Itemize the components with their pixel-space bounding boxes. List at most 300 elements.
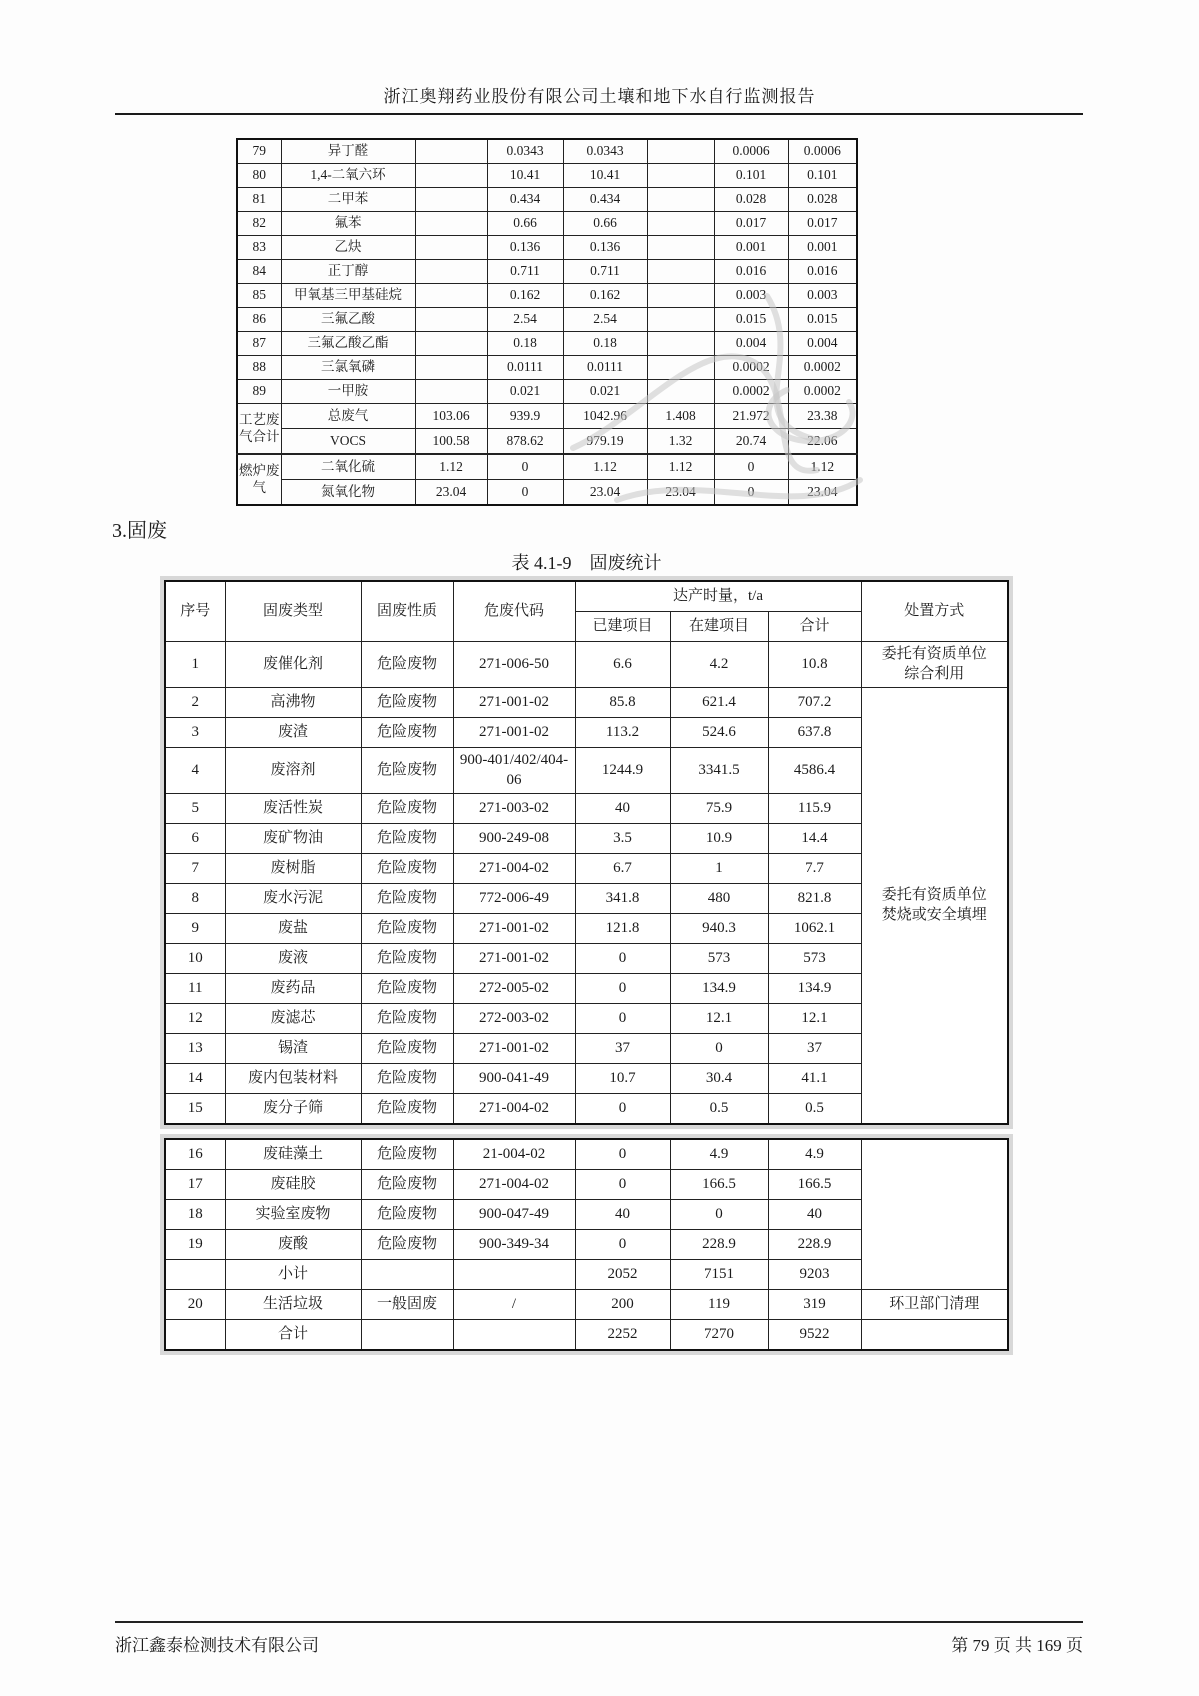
waste-type: 废硅藻土 — [225, 1139, 361, 1170]
serial-number: 15 — [165, 1094, 225, 1125]
row-number: 89 — [237, 380, 281, 404]
waste-nature: 危险废物 — [361, 824, 453, 854]
solid-waste-table-block2 — [164, 1138, 1009, 1351]
value-cell: 23.04 — [563, 480, 647, 506]
waste-nature — [361, 1260, 453, 1290]
waste-code: 272-003-02 — [453, 1004, 575, 1034]
value-cell — [647, 260, 714, 284]
value-cell: 22.06 — [788, 429, 857, 455]
value-cell: 0.136 — [487, 236, 563, 260]
pollutant-name: 三氟乙酸乙酯 — [281, 332, 415, 356]
under-construction-value: 4.9 — [670, 1139, 768, 1170]
value-cell: 979.19 — [563, 429, 647, 455]
built-project-value: 200 — [575, 1290, 670, 1320]
footer-company: 浙江鑫泰检测技术有限公司 — [115, 1636, 319, 1655]
col-header-waste-code: 危废代码 — [453, 581, 575, 642]
value-cell: 1.12 — [415, 454, 487, 480]
value-cell — [415, 332, 487, 356]
waste-gas-row — [237, 380, 857, 404]
value-cell — [415, 236, 487, 260]
solid-waste-row — [165, 1320, 1008, 1351]
waste-gas-summary-row — [237, 404, 857, 429]
value-cell — [415, 188, 487, 212]
pollutant-name: 氮氧化物 — [281, 480, 415, 506]
waste-code: 272-005-02 — [453, 974, 575, 1004]
disposal-method — [861, 1139, 1008, 1290]
solid-waste-header-row-1 — [165, 581, 1008, 612]
under-construction-value: 0.5 — [670, 1094, 768, 1125]
value-cell: 0.003 — [788, 284, 857, 308]
value-cell — [415, 308, 487, 332]
under-construction-value: 4.2 — [670, 642, 768, 688]
row-number: 83 — [237, 236, 281, 260]
under-construction-value: 7151 — [670, 1260, 768, 1290]
value-cell: 0.015 — [788, 308, 857, 332]
waste-type: 废矿物油 — [225, 824, 361, 854]
section-heading: 3.固废 — [112, 520, 167, 542]
pollutant-name: 一甲胺 — [281, 380, 415, 404]
value-cell: 0.004 — [714, 332, 788, 356]
solid-waste-table-title: 表 4.1-9 固废统计 — [511, 553, 662, 573]
value-cell: 0.101 — [788, 164, 857, 188]
waste-code: 271-004-02 — [453, 1094, 575, 1125]
waste-type: 合计 — [225, 1320, 361, 1351]
pollutant-name: 甲氧基三甲基硅烷 — [281, 284, 415, 308]
serial-number — [165, 1320, 225, 1351]
total-value: 573 — [768, 944, 861, 974]
col-header-total: 合计 — [768, 612, 861, 642]
waste-nature: 危险废物 — [361, 1230, 453, 1260]
total-value: 707.2 — [768, 688, 861, 718]
value-cell: 878.62 — [487, 429, 563, 455]
page-footer — [115, 1631, 1083, 1656]
value-cell — [647, 284, 714, 308]
waste-type: 废溶剂 — [225, 748, 361, 794]
col-header-disposal: 处置方式 — [861, 581, 1008, 642]
waste-gas-summary-row — [237, 480, 857, 506]
value-cell — [415, 139, 487, 164]
serial-number: 19 — [165, 1230, 225, 1260]
col-header-serial: 序号 — [165, 581, 225, 642]
under-construction-value: 228.9 — [670, 1230, 768, 1260]
value-cell — [415, 380, 487, 404]
waste-type: 废盐 — [225, 914, 361, 944]
value-cell: 0.0111 — [487, 356, 563, 380]
total-value: 40 — [768, 1200, 861, 1230]
total-value: 0.5 — [768, 1094, 861, 1125]
waste-code: 900-401/402/404-06 — [453, 748, 575, 794]
value-cell — [415, 284, 487, 308]
value-cell: 1.12 — [563, 454, 647, 480]
serial-number: 12 — [165, 1004, 225, 1034]
value-cell: 0.0002 — [714, 356, 788, 380]
waste-nature: 危险废物 — [361, 1170, 453, 1200]
under-construction-value: 0 — [670, 1200, 768, 1230]
row-number: 86 — [237, 308, 281, 332]
col-header-waste-type: 固废类型 — [225, 581, 361, 642]
total-value: 1062.1 — [768, 914, 861, 944]
pollutant-name: 1,4-二氧六环 — [281, 164, 415, 188]
value-cell: 0.015 — [714, 308, 788, 332]
total-value: 4.9 — [768, 1139, 861, 1170]
value-cell: 0.021 — [487, 380, 563, 404]
value-cell: 0.028 — [714, 188, 788, 212]
waste-nature: 危险废物 — [361, 688, 453, 718]
waste-gas-table — [236, 138, 858, 506]
built-project-value: 0 — [575, 1004, 670, 1034]
waste-type: 废活性炭 — [225, 794, 361, 824]
total-value: 10.8 — [768, 642, 861, 688]
row-number: 81 — [237, 188, 281, 212]
value-cell — [647, 236, 714, 260]
built-project-value: 40 — [575, 1200, 670, 1230]
group-label: 燃炉废气 — [237, 454, 281, 505]
solid-waste-row — [165, 1139, 1008, 1170]
waste-nature: 危险废物 — [361, 944, 453, 974]
waste-nature: 危险废物 — [361, 854, 453, 884]
waste-code: 900-349-34 — [453, 1230, 575, 1260]
total-value: 7.7 — [768, 854, 861, 884]
value-cell: 0.016 — [714, 260, 788, 284]
serial-number — [165, 1260, 225, 1290]
total-value: 319 — [768, 1290, 861, 1320]
built-project-value: 0 — [575, 974, 670, 1004]
built-project-value: 0 — [575, 1139, 670, 1170]
under-construction-value: 166.5 — [670, 1170, 768, 1200]
under-construction-value: 75.9 — [670, 794, 768, 824]
row-number: 79 — [237, 139, 281, 164]
built-project-value: 37 — [575, 1034, 670, 1064]
value-cell: 1.12 — [647, 454, 714, 480]
pollutant-name: 乙炔 — [281, 236, 415, 260]
value-cell — [647, 356, 714, 380]
waste-gas-row — [237, 308, 857, 332]
value-cell: 0.18 — [487, 332, 563, 356]
value-cell: 0.017 — [714, 212, 788, 236]
pollutant-name: 二甲苯 — [281, 188, 415, 212]
footer-rule — [115, 1621, 1083, 1623]
built-project-value: 113.2 — [575, 718, 670, 748]
disposal-method: 委托有资质单位综合利用 — [861, 642, 1008, 688]
value-cell: 0.66 — [487, 212, 563, 236]
value-cell: 0.0006 — [788, 139, 857, 164]
waste-type: 废催化剂 — [225, 642, 361, 688]
pollutant-name: 总废气 — [281, 404, 415, 429]
header-rule — [115, 113, 1083, 115]
waste-nature: 危险废物 — [361, 884, 453, 914]
waste-type: 废树脂 — [225, 854, 361, 884]
value-cell: 0 — [487, 480, 563, 506]
waste-type: 废药品 — [225, 974, 361, 1004]
value-cell: 0.016 — [788, 260, 857, 284]
value-cell: 0 — [714, 454, 788, 480]
row-number: 85 — [237, 284, 281, 308]
row-number: 80 — [237, 164, 281, 188]
pollutant-name: 二氧化硫 — [281, 454, 415, 480]
under-construction-value: 12.1 — [670, 1004, 768, 1034]
waste-nature: 危险废物 — [361, 748, 453, 794]
waste-type: 废酸 — [225, 1230, 361, 1260]
value-cell — [647, 212, 714, 236]
value-cell — [415, 212, 487, 236]
waste-gas-row — [237, 332, 857, 356]
value-cell: 100.58 — [415, 429, 487, 455]
built-project-value: 0 — [575, 1094, 670, 1125]
value-cell: 1.12 — [788, 454, 857, 480]
value-cell: 0.0111 — [563, 356, 647, 380]
waste-gas-row — [237, 260, 857, 284]
value-cell: 0.434 — [487, 188, 563, 212]
waste-code: 271-006-50 — [453, 642, 575, 688]
serial-number: 10 — [165, 944, 225, 974]
serial-number: 4 — [165, 748, 225, 794]
serial-number: 16 — [165, 1139, 225, 1170]
col-header-waste-nature: 固废性质 — [361, 581, 453, 642]
total-value: 41.1 — [768, 1064, 861, 1094]
built-project-value: 3.5 — [575, 824, 670, 854]
built-project-value: 0 — [575, 1230, 670, 1260]
waste-code: 271-003-02 — [453, 794, 575, 824]
built-project-value: 0 — [575, 1170, 670, 1200]
waste-gas-row — [237, 188, 857, 212]
value-cell: 23.38 — [788, 404, 857, 429]
waste-type: 废液 — [225, 944, 361, 974]
value-cell: 23.04 — [415, 480, 487, 506]
value-cell: 1042.96 — [563, 404, 647, 429]
serial-number: 20 — [165, 1290, 225, 1320]
waste-code: 21-004-02 — [453, 1139, 575, 1170]
solid-waste-row — [165, 688, 1008, 718]
value-cell — [647, 380, 714, 404]
under-construction-value: 940.3 — [670, 914, 768, 944]
built-project-value: 85.8 — [575, 688, 670, 718]
waste-nature: 危险废物 — [361, 794, 453, 824]
value-cell: 0.66 — [563, 212, 647, 236]
value-cell: 1.32 — [647, 429, 714, 455]
under-construction-value: 1 — [670, 854, 768, 884]
under-construction-value: 119 — [670, 1290, 768, 1320]
serial-number: 6 — [165, 824, 225, 854]
row-number: 82 — [237, 212, 281, 236]
pollutant-name: 异丁醛 — [281, 139, 415, 164]
serial-number: 14 — [165, 1064, 225, 1094]
serial-number: 18 — [165, 1200, 225, 1230]
value-cell: 2.54 — [563, 308, 647, 332]
built-project-value: 40 — [575, 794, 670, 824]
solid-waste-row — [165, 1290, 1008, 1320]
value-cell: 10.41 — [487, 164, 563, 188]
value-cell: 0.162 — [487, 284, 563, 308]
waste-gas-row — [237, 356, 857, 380]
value-cell: 0.0343 — [487, 139, 563, 164]
serial-number: 5 — [165, 794, 225, 824]
disposal-method — [861, 1320, 1008, 1351]
serial-number: 8 — [165, 884, 225, 914]
value-cell: 2.54 — [487, 308, 563, 332]
waste-type: 实验室废物 — [225, 1200, 361, 1230]
value-cell: 0 — [714, 480, 788, 506]
disposal-method: 环卫部门清理 — [861, 1290, 1008, 1320]
waste-code: 271-001-02 — [453, 914, 575, 944]
serial-number: 2 — [165, 688, 225, 718]
total-value: 637.8 — [768, 718, 861, 748]
value-cell — [415, 164, 487, 188]
solid-waste-table-block1 — [164, 580, 1009, 1125]
waste-code: 271-001-02 — [453, 944, 575, 974]
built-project-value: 341.8 — [575, 884, 670, 914]
value-cell — [647, 188, 714, 212]
waste-type: 废内包装材料 — [225, 1064, 361, 1094]
value-cell: 23.04 — [788, 480, 857, 506]
col-header-built: 已建项目 — [575, 612, 670, 642]
pollutant-name: VOCS — [281, 429, 415, 455]
waste-type: 小计 — [225, 1260, 361, 1290]
waste-nature: 危险废物 — [361, 914, 453, 944]
waste-code — [453, 1320, 575, 1351]
total-value: 166.5 — [768, 1170, 861, 1200]
total-value: 9203 — [768, 1260, 861, 1290]
col-header-under-construction: 在建项目 — [670, 612, 768, 642]
serial-number: 11 — [165, 974, 225, 1004]
waste-gas-row — [237, 284, 857, 308]
total-value: 9522 — [768, 1320, 861, 1351]
waste-nature: 危险废物 — [361, 974, 453, 1004]
solid-waste-row — [165, 642, 1008, 688]
waste-nature: 危险废物 — [361, 1064, 453, 1094]
total-value: 12.1 — [768, 1004, 861, 1034]
waste-nature: 危险废物 — [361, 1004, 453, 1034]
waste-code: 772-006-49 — [453, 884, 575, 914]
waste-gas-row — [237, 164, 857, 188]
under-construction-value: 7270 — [670, 1320, 768, 1351]
waste-type: 废水污泥 — [225, 884, 361, 914]
waste-nature: 危险废物 — [361, 642, 453, 688]
built-project-value: 6.7 — [575, 854, 670, 884]
serial-number: 9 — [165, 914, 225, 944]
value-cell: 0.162 — [563, 284, 647, 308]
under-construction-value: 621.4 — [670, 688, 768, 718]
serial-number: 1 — [165, 642, 225, 688]
value-cell — [647, 164, 714, 188]
value-cell: 0.004 — [788, 332, 857, 356]
waste-nature: 危险废物 — [361, 1094, 453, 1125]
waste-nature: 危险废物 — [361, 1200, 453, 1230]
waste-code: 271-001-02 — [453, 688, 575, 718]
waste-type: 生活垃圾 — [225, 1290, 361, 1320]
total-value: 134.9 — [768, 974, 861, 1004]
value-cell: 0.0002 — [714, 380, 788, 404]
total-value: 37 — [768, 1034, 861, 1064]
total-value: 228.9 — [768, 1230, 861, 1260]
waste-code: 271-001-02 — [453, 1034, 575, 1064]
waste-nature: 一般固废 — [361, 1290, 453, 1320]
disposal-method: 委托有资质单位焚烧或安全填埋 — [861, 688, 1008, 1125]
solid-waste-table-block2-frame — [160, 1134, 1013, 1355]
value-cell: 939.9 — [487, 404, 563, 429]
waste-code: 900-047-49 — [453, 1200, 575, 1230]
waste-code: 271-001-02 — [453, 718, 575, 748]
value-cell: 0.001 — [788, 236, 857, 260]
waste-type: 废滤芯 — [225, 1004, 361, 1034]
value-cell — [647, 139, 714, 164]
waste-type: 废硅胶 — [225, 1170, 361, 1200]
value-cell: 0.434 — [563, 188, 647, 212]
waste-nature: 危险废物 — [361, 1139, 453, 1170]
built-project-value: 1244.9 — [575, 748, 670, 794]
waste-code: 271-004-02 — [453, 854, 575, 884]
value-cell: 20.74 — [714, 429, 788, 455]
total-value: 821.8 — [768, 884, 861, 914]
under-construction-value: 3341.5 — [670, 748, 768, 794]
value-cell: 1.408 — [647, 404, 714, 429]
value-cell: 0.0002 — [788, 380, 857, 404]
waste-gas-row — [237, 139, 857, 164]
row-number: 84 — [237, 260, 281, 284]
row-number: 88 — [237, 356, 281, 380]
waste-code: 900-249-08 — [453, 824, 575, 854]
footer-page-number: 第 79 页 共 169 页 — [951, 1636, 1083, 1655]
waste-code: / — [453, 1290, 575, 1320]
group-label: 工艺废气合计 — [237, 404, 281, 455]
value-cell: 0.101 — [714, 164, 788, 188]
value-cell — [647, 308, 714, 332]
value-cell: 103.06 — [415, 404, 487, 429]
value-cell: 0.0006 — [714, 139, 788, 164]
pollutant-name: 正丁醇 — [281, 260, 415, 284]
value-cell: 0.001 — [714, 236, 788, 260]
serial-number: 17 — [165, 1170, 225, 1200]
value-cell — [647, 332, 714, 356]
value-cell: 10.41 — [563, 164, 647, 188]
under-construction-value: 573 — [670, 944, 768, 974]
waste-nature: 危险废物 — [361, 718, 453, 748]
waste-gas-row — [237, 236, 857, 260]
value-cell: 0.028 — [788, 188, 857, 212]
waste-code — [453, 1260, 575, 1290]
value-cell: 0.021 — [563, 380, 647, 404]
pollutant-name: 三氯氧磷 — [281, 356, 415, 380]
pollutant-name: 三氟乙酸 — [281, 308, 415, 332]
value-cell: 21.972 — [714, 404, 788, 429]
built-project-value: 2252 — [575, 1320, 670, 1351]
built-project-value: 121.8 — [575, 914, 670, 944]
value-cell: 0.136 — [563, 236, 647, 260]
waste-type: 高沸物 — [225, 688, 361, 718]
value-cell — [415, 260, 487, 284]
value-cell: 0.003 — [714, 284, 788, 308]
serial-number: 3 — [165, 718, 225, 748]
value-cell — [415, 356, 487, 380]
under-construction-value: 30.4 — [670, 1064, 768, 1094]
under-construction-value: 10.9 — [670, 824, 768, 854]
waste-gas-row — [237, 212, 857, 236]
built-project-value: 0 — [575, 944, 670, 974]
value-cell: 0.711 — [563, 260, 647, 284]
total-value: 4586.4 — [768, 748, 861, 794]
waste-nature: 危险废物 — [361, 1034, 453, 1064]
built-project-value: 2052 — [575, 1260, 670, 1290]
value-cell: 0.18 — [563, 332, 647, 356]
waste-type: 锡渣 — [225, 1034, 361, 1064]
built-project-value: 6.6 — [575, 642, 670, 688]
waste-type: 废渣 — [225, 718, 361, 748]
total-value: 115.9 — [768, 794, 861, 824]
col-header-quantity-group: 达产时量，t/a — [575, 581, 861, 612]
under-construction-value: 480 — [670, 884, 768, 914]
serial-number: 7 — [165, 854, 225, 884]
built-project-value: 10.7 — [575, 1064, 670, 1094]
header-title: 浙江奥翔药业股份有限公司土壤和地下水自行监测报告 — [383, 87, 816, 106]
